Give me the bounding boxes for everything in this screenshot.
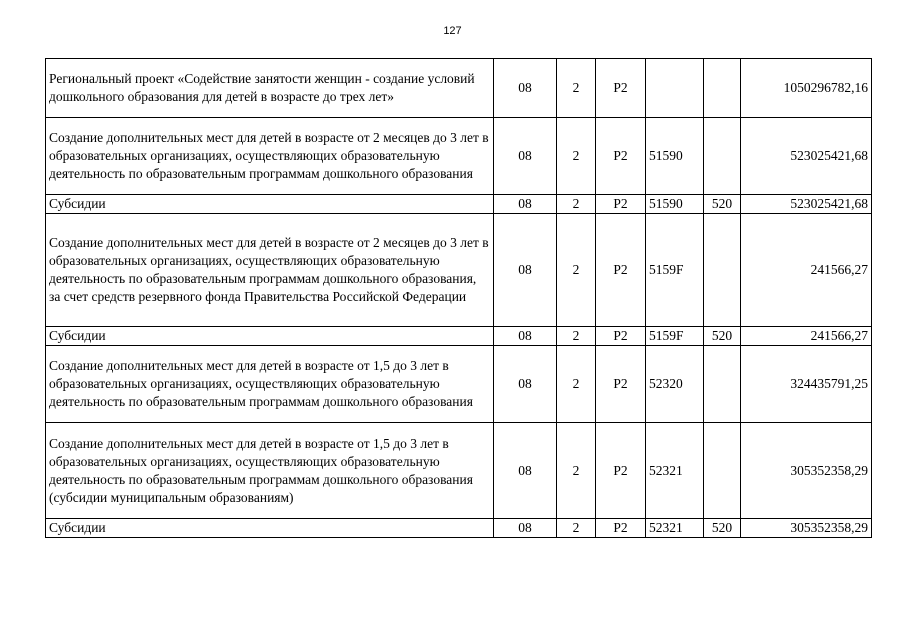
row-expense-type: 520 bbox=[704, 519, 741, 538]
row-target: 5159F bbox=[646, 327, 704, 346]
row-section: 08 bbox=[494, 59, 557, 118]
row-program: P2 bbox=[596, 59, 646, 118]
row-subsection: 2 bbox=[557, 346, 596, 423]
row-amount: 241566,27 bbox=[741, 214, 872, 327]
row-amount: 523025421,68 bbox=[741, 195, 872, 214]
row-subsection: 2 bbox=[557, 59, 596, 118]
row-name: Субсидии bbox=[46, 519, 494, 538]
row-target: 51590 bbox=[646, 118, 704, 195]
row-target: 5159F bbox=[646, 214, 704, 327]
row-name: Создание дополнительных мест для детей в возрасте от 1,5 до 3 лет в образовательных организациях, осуществляющих образовательную деятельность по образовательным программам дошкольного образования (субсидии муниципальным образованиям) bbox=[46, 423, 494, 519]
table-row bbox=[46, 327, 872, 346]
table-row bbox=[46, 59, 872, 118]
row-subsection: 2 bbox=[557, 423, 596, 519]
row-program: P2 bbox=[596, 423, 646, 519]
row-program: P2 bbox=[596, 118, 646, 195]
row-section: 08 bbox=[494, 195, 557, 214]
row-program: P2 bbox=[596, 346, 646, 423]
row-expense-type bbox=[704, 59, 741, 118]
row-amount: 1050296782,16 bbox=[741, 59, 872, 118]
row-target bbox=[646, 59, 704, 118]
row-section: 08 bbox=[494, 423, 557, 519]
row-name: Субсидии bbox=[46, 327, 494, 346]
row-section: 08 bbox=[494, 214, 557, 327]
row-amount: 305352358,29 bbox=[741, 423, 872, 519]
table-row bbox=[46, 118, 872, 195]
row-name: Региональный проект «Содействие занятости женщин - создание условий дошкольного образования для детей в возрасте до трех лет» bbox=[46, 59, 494, 118]
table-row bbox=[46, 346, 872, 423]
row-expense-type bbox=[704, 214, 741, 327]
table-row bbox=[46, 195, 872, 214]
row-subsection: 2 bbox=[557, 214, 596, 327]
row-name: Создание дополнительных мест для детей в возрасте от 2 месяцев до 3 лет в образовательных организациях, осуществляющих образовательную деятельность по образовательным программам дошкольного образования bbox=[46, 118, 494, 195]
row-expense-type bbox=[704, 346, 741, 423]
row-subsection: 2 bbox=[557, 118, 596, 195]
row-program: P2 bbox=[596, 195, 646, 214]
row-amount: 523025421,68 bbox=[741, 118, 872, 195]
row-subsection: 2 bbox=[557, 195, 596, 214]
row-target: 51590 bbox=[646, 195, 704, 214]
row-amount: 241566,27 bbox=[741, 327, 872, 346]
row-program: P2 bbox=[596, 214, 646, 327]
row-expense-type: 520 bbox=[704, 327, 741, 346]
table-row bbox=[46, 519, 872, 538]
row-amount: 324435791,25 bbox=[741, 346, 872, 423]
row-expense-type: 520 bbox=[704, 195, 741, 214]
row-program: P2 bbox=[596, 519, 646, 538]
table-row bbox=[46, 214, 872, 327]
row-section: 08 bbox=[494, 346, 557, 423]
row-expense-type bbox=[704, 423, 741, 519]
row-amount: 305352358,29 bbox=[741, 519, 872, 538]
row-name: Создание дополнительных мест для детей в возрасте от 1,5 до 3 лет в образовательных организациях, осуществляющих образовательную деятельность по образовательным программам дошкольного образования bbox=[46, 346, 494, 423]
row-subsection: 2 bbox=[557, 327, 596, 346]
row-section: 08 bbox=[494, 327, 557, 346]
row-name: Субсидии bbox=[46, 195, 494, 214]
row-subsection: 2 bbox=[557, 519, 596, 538]
budget-table bbox=[45, 58, 872, 538]
table-row bbox=[46, 423, 872, 519]
row-program: P2 bbox=[596, 327, 646, 346]
row-target: 52320 bbox=[646, 346, 704, 423]
row-target: 52321 bbox=[646, 519, 704, 538]
row-section: 08 bbox=[494, 118, 557, 195]
row-name: Создание дополнительных мест для детей в возрасте от 2 месяцев до 3 лет в образовательных организациях, осуществляющих образовательную деятельность по образовательным программам дошкольного образования, за счет средств резервного фонда Правительства Российской Федерации bbox=[46, 214, 494, 327]
row-section: 08 bbox=[494, 519, 557, 538]
page-number: 127 bbox=[443, 25, 462, 37]
row-expense-type bbox=[704, 118, 741, 195]
row-target: 52321 bbox=[646, 423, 704, 519]
